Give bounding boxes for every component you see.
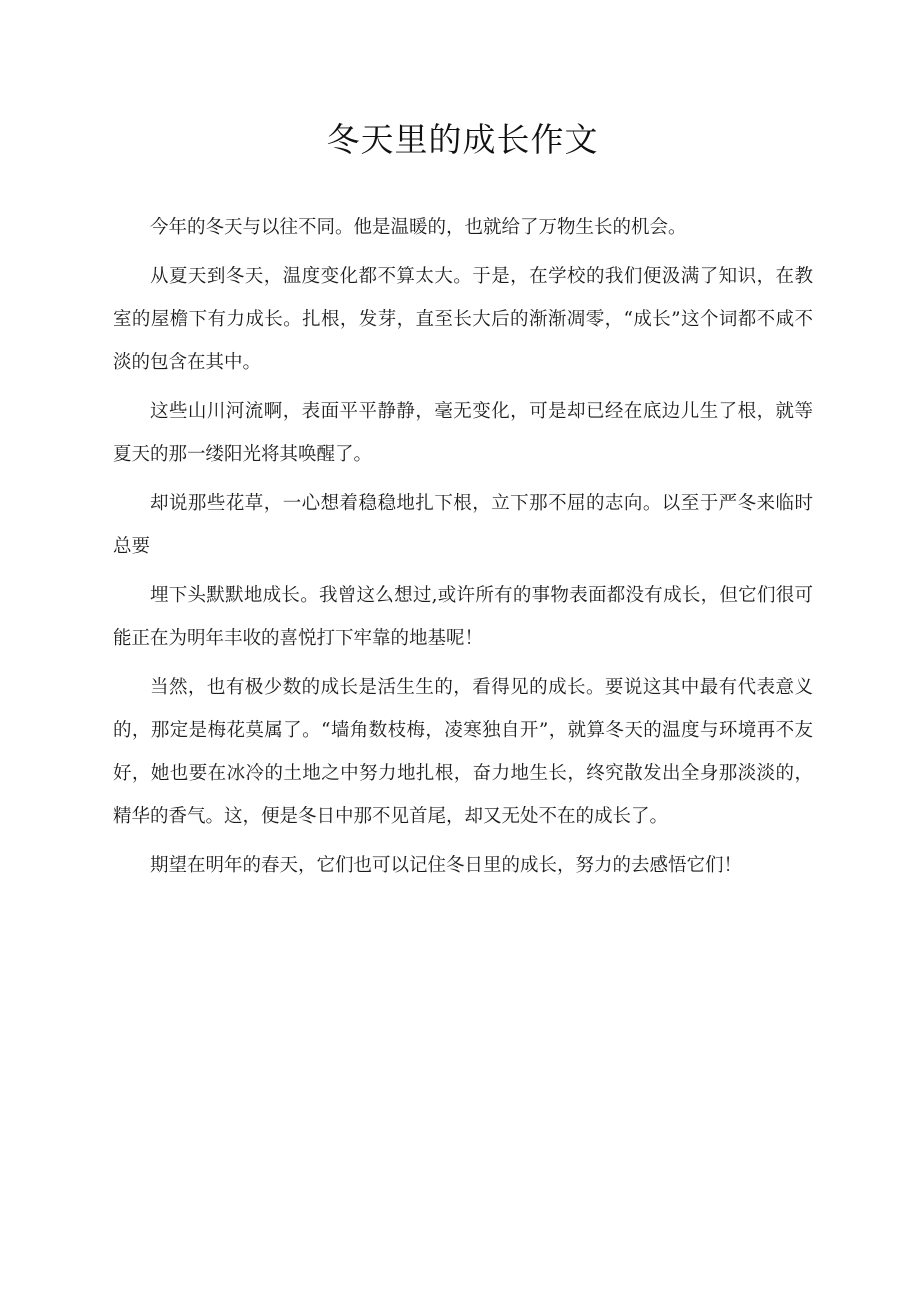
document-title: 冬天里的成长作文: [326, 120, 599, 159]
paragraph-4: 却说那些花草，一心想着稳稳地扎下根，立下那不屈的志向。以至于严冬来临时总要: [113, 493, 813, 557]
paragraph-7: 期望在明年的春天，它们也可以记住冬日里的成长，努力的去感悟它们！: [150, 855, 743, 876]
paragraph-1: 今年的冬天与以往不同。他是温暖的，也就给了万物生长的机会。: [150, 217, 687, 238]
paragraph-2: 从夏天到冬天，温度变化都不算太大。于是，在学校的我们便汲满了知识，在教室的屋檐下有力成长。扎根，发芽，直至长大后的渐渐凋零，“成长”这个词都不咸不淡的包含在其中。: [113, 266, 813, 373]
paragraph-3: 这些山川河流啊，表面平平静静，毫无变化，可是却已经在底边儿生了根，就等夏天的那一缕阳光将其唤醒了。: [113, 401, 813, 465]
document-body: [113, 206, 813, 887]
paragraph-6: 当然，也有极少数的成长是活生生的，看得见的成长。要说这其中最有代表意义的，那定是梅花莫属了。“墙角数枝梅，凌寒独自开”，就算冬天的温度与环境再不友好，她也要在冰冷的土地之中努力地扎根，奋力地生长，终究散发出全身那淡淡的，精华的香气。这，便是冬日中那不见首尾，却又无处不在的成长了。: [113, 677, 813, 827]
paragraph-5: 埋下头默默地成长。我曾这么想过,或许所有的事物表面都没有成长，但它们很可能正在为明年丰收的喜悦打下牢靠的地基呢！: [113, 585, 813, 649]
